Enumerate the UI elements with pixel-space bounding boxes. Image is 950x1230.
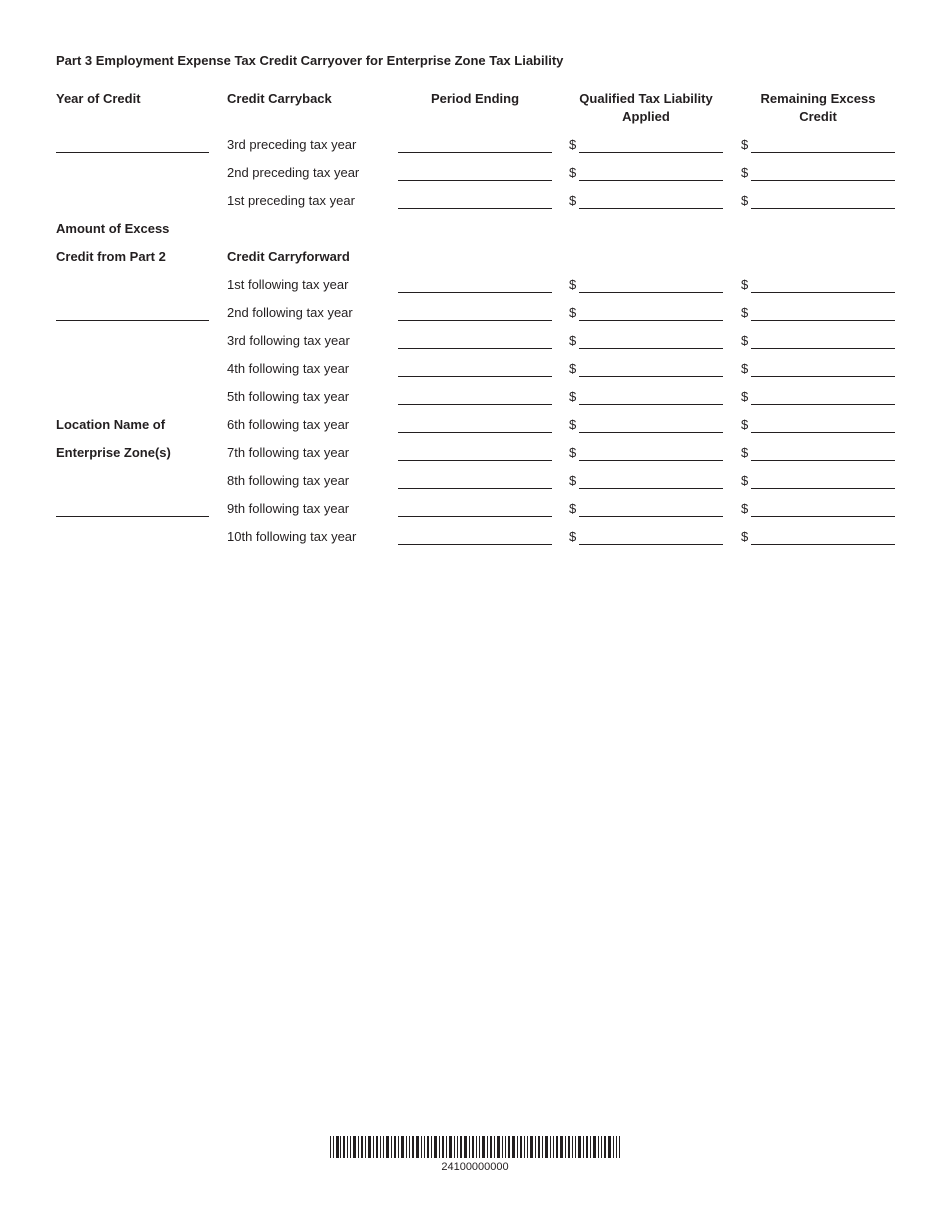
barcode <box>330 1136 620 1173</box>
carryback-row-3rd <box>0 137 950 165</box>
amount-excess-row <box>0 221 950 249</box>
carryforward-row-8th <box>0 473 950 501</box>
header-period-ending: Period Ending <box>430 91 520 106</box>
period-ending-field[interactable] <box>398 333 552 349</box>
period-ending-field[interactable] <box>398 361 552 377</box>
dollar-sign: $ <box>741 193 749 208</box>
dollar-sign: $ <box>569 333 577 348</box>
amount-excess-label: Amount of Excess <box>56 221 170 236</box>
dollar-sign: $ <box>741 137 749 152</box>
row-label: 8th following tax year <box>227 473 350 488</box>
carryforward-row-10th <box>0 529 950 557</box>
row-label: 2nd preceding tax year <box>227 165 360 180</box>
header-remaining-line2: Credit <box>799 109 837 124</box>
row-label: 3rd preceding tax year <box>227 137 357 152</box>
row-label: 10th following tax year <box>227 529 357 544</box>
enterprise-zone-location-field[interactable] <box>56 501 209 517</box>
barcode-number: 24100000000 <box>441 1161 509 1173</box>
period-ending-field[interactable] <box>398 277 552 293</box>
period-ending-field[interactable] <box>398 417 552 433</box>
dollar-sign: $ <box>741 473 749 488</box>
period-ending-field[interactable] <box>398 193 552 209</box>
part3-title: Part 3 Employment Expense Tax Credit Carryover for Enterprise Zone Tax Liability <box>56 53 564 68</box>
dollar-sign: $ <box>569 529 577 544</box>
dollar-sign: $ <box>569 277 577 292</box>
enterprise-zones-label: Enterprise Zone(s) <box>56 445 171 460</box>
header-qualified-line1: Qualified Tax Liability <box>579 91 713 106</box>
dollar-sign: $ <box>569 165 577 180</box>
dollar-sign: $ <box>741 305 749 320</box>
row-label: 7th following tax year <box>227 445 350 460</box>
carryforward-heading-row <box>0 249 950 277</box>
carryforward-row-1st <box>0 277 950 305</box>
dollar-sign: $ <box>569 445 577 460</box>
carryforward-row-3rd <box>0 333 950 361</box>
location-name-label: Location Name of <box>56 417 166 432</box>
period-ending-field[interactable] <box>398 473 552 489</box>
amount-excess-credit-field[interactable] <box>56 305 209 321</box>
dollar-sign: $ <box>569 193 577 208</box>
dollar-sign: $ <box>741 417 749 432</box>
header-credit-carryback: Credit Carryback <box>227 91 332 106</box>
dollar-sign: $ <box>741 277 749 292</box>
carryforward-row-5th <box>0 389 950 417</box>
credit-from-part2-label: Credit from Part 2 <box>56 249 166 264</box>
row-label: 4th following tax year <box>227 361 350 376</box>
barcode-bars <box>330 1136 620 1158</box>
dollar-sign: $ <box>741 529 749 544</box>
dollar-sign: $ <box>569 417 577 432</box>
dollar-sign: $ <box>569 473 577 488</box>
header-qualified-line2: Applied <box>622 109 670 124</box>
period-ending-field[interactable] <box>398 529 552 545</box>
header-year-of-credit: Year of Credit <box>56 91 141 106</box>
dollar-sign: $ <box>741 333 749 348</box>
period-ending-field[interactable] <box>398 137 552 153</box>
period-ending-field[interactable] <box>398 389 552 405</box>
dollar-sign: $ <box>741 389 749 404</box>
period-ending-field[interactable] <box>398 165 552 181</box>
row-label: 6th following tax year <box>227 417 350 432</box>
row-label: 1st following tax year <box>227 277 349 292</box>
row-label: 1st preceding tax year <box>227 193 355 208</box>
dollar-sign: $ <box>569 389 577 404</box>
header-remaining-excess-credit <box>741 90 895 126</box>
year-of-credit-field[interactable] <box>56 137 209 153</box>
dollar-sign: $ <box>741 501 749 516</box>
carryforward-row-9th <box>0 501 950 529</box>
row-label: 5th following tax year <box>227 389 350 404</box>
row-label: 2nd following tax year <box>227 305 353 320</box>
dollar-sign: $ <box>569 137 577 152</box>
dollar-sign: $ <box>569 305 577 320</box>
period-ending-field[interactable] <box>398 445 552 461</box>
credit-carryforward-heading: Credit Carryforward <box>227 249 350 264</box>
carryback-row-1st <box>0 193 950 221</box>
carryback-row-2nd <box>0 165 950 193</box>
header-remaining-line1: Remaining Excess <box>760 91 876 106</box>
period-ending-field[interactable] <box>398 501 552 517</box>
dollar-sign: $ <box>741 165 749 180</box>
dollar-sign: $ <box>741 361 749 376</box>
header-qualified-tax-liability <box>569 90 723 126</box>
carryforward-row-6th <box>0 417 950 445</box>
carryforward-row-7th <box>0 445 950 473</box>
row-label: 3rd following tax year <box>227 333 350 348</box>
period-ending-field[interactable] <box>398 305 552 321</box>
dollar-sign: $ <box>741 445 749 460</box>
carryforward-row-2nd <box>0 305 950 333</box>
row-label: 9th following tax year <box>227 501 350 516</box>
carryforward-row-4th <box>0 361 950 389</box>
dollar-sign: $ <box>569 361 577 376</box>
dollar-sign: $ <box>569 501 577 516</box>
